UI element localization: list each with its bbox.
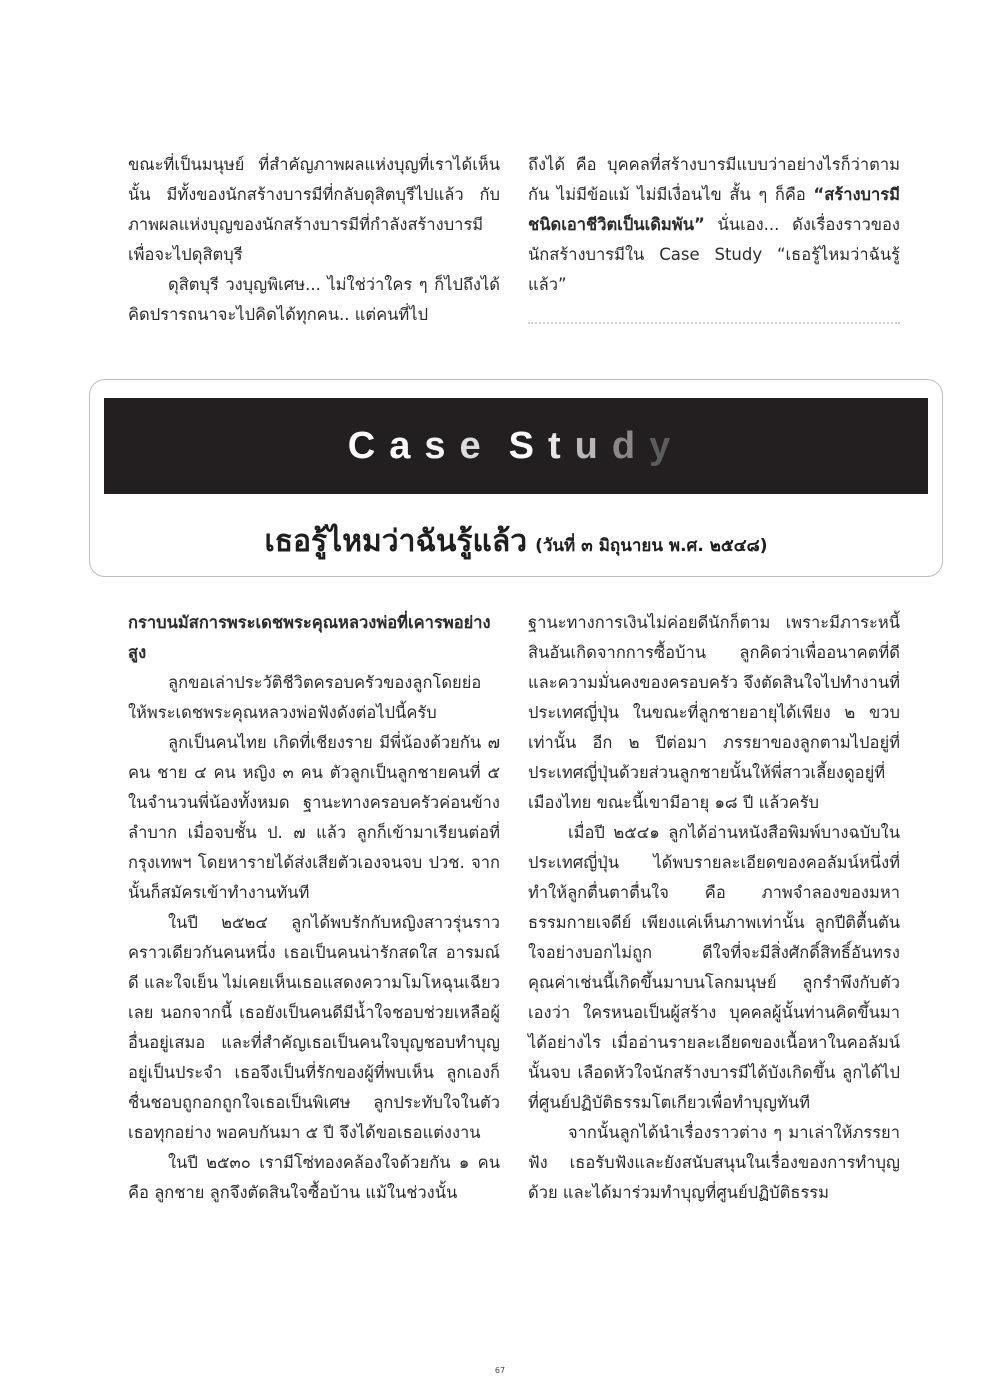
banner-letter: C: [347, 425, 390, 467]
banner-letter: s: [424, 425, 460, 467]
banner-letter: u: [574, 425, 612, 467]
banner-letter: a: [389, 425, 425, 467]
letter-paragraph-2: ลูกเป็นคนไทย เกิดที่เชียงราย มีพี่น้องด้วยกัน ๗ คน ชาย ๔ คน หญิง ๓ คน ตัวลูกเป็นลูกชายคนที่ ๕ ในจำนวนพี่น้องทั้งหมด ฐานะทางครอบครัวค่อนข้างลำบาก เมื่อจบชั้น ป. ๗ แล้ว ลูกก็เข้ามาเรียนต่อที่กรุงเทพฯ โดยหารายได้ส่งเสียตัวเองจนจบ ปวช. จากนั้นก็สมัครเข้าทำงานทันที: [128, 733, 500, 902]
letter-paragraph-5: ฐานะทางการเงินไม่ค่อยดีนักก็ตาม เพราะมีภาระหนี้สินอันเกิดจากการซื้อบ้าน ลูกคิดว่าเพื่ออนาคตที่ดีและความมั่นคงของครอบครัว จึงตัดสินใจไปทำงานที่ประเทศญี่ปุ่น ในขณะที่ลูกชายอายุได้เพียง ๒ ขวบเท่านั้น อีก ๒ ปีต่อมา ภรรยาของลูกตามไปอยู่ที่ประเทศญี่ปุ่นด้วยส่วนลูกชายนั้นให้พี่สาวเลี้ยงดูอยู่ที่เมืองไทย ขณะนี้เขามีอายุ ๑๘ ปี แล้วครับ: [528, 613, 900, 812]
case-study-title: [104, 424, 928, 468]
intro-paragraph-1: ขณะที่เป็นมนุษย์ ที่สำคัญภาพผลแห่งบุญที่เราได้เห็นนั้น มีทั้งของนักสร้างบารมีที่กลับดุสิตบุรีไปแล้ว กับภาพผลแห่งบุญของนักสร้างบารมีที่กำลังสร้างบารมีเพื่อจะไปดุสิตบุรี: [128, 155, 500, 264]
letter-paragraph-6: เมื่อปี ๒๕๔๑ ลูกได้อ่านหนังสือพิมพ์บางฉบับในประเทศญี่ปุ่น ได้พบรายละเอียดของคอลัมน์หนึ่งที่ทำให้ลูกตื่นตาตื่นใจ คือ ภาพจำลองของมหาธรรมกายเจดีย์ เพียงแค่เห็นภาพเท่านั้น ลูกปีติตื้นตันใจอย่างบอกไม่ถูก ดีใจที่จะมีสิ่งศักดิ์สิทธิ์อันทรงคุณค่าเช่นนี้เกิดขึ้นมาบนโลกมนุษย์ ลูกรำพึงกับตัวเองว่า ใครหนอเป็นผู้สร้าง บุคคลผู้นั้นท่านคิดขึ้นมาได้อย่างไร เมื่ออ่านรายละเอียดของเนื้อหาในคอลัมน์นั้นจบ เลือดหัวใจนักสร้างบารมีได้บังเกิดขึ้น ลูกได้ไปที่ศูนย์ปฏิบัติธรรมโตเกียวเพื่อทำบุญทันที: [528, 823, 900, 1112]
banner-letter: [495, 424, 509, 468]
story-date: (วันที่ ๓ มิถุนายน พ.ศ. ๒๕๔๘): [535, 536, 768, 556]
intro-column-left: [128, 150, 500, 330]
intro-text-b: นั่นเอง... ดังเรื่องราวของนักสร้างบารมีใน Case Study “เธอรู้ไหมว่าฉันรู้แล้ว”: [528, 215, 900, 294]
letter-salutation: กราบนมัสการพระเดชพระคุณหลวงพ่อที่เคารพอย่างสูง: [128, 613, 491, 662]
dotted-divider: [528, 322, 900, 324]
letter-column-left: [128, 608, 500, 1208]
story-title-block: [104, 518, 928, 565]
banner-letter: y: [649, 425, 685, 467]
letter-paragraph-7: จากนั้นลูกได้นำเรื่องราวต่าง ๆ มาเล่าให้ภรรยาฟัง เธอรับฟังและยังสนับสนุนในเรื่องของการทำบุญด้วย และได้มาร่วมทำบุญที่ศูนย์ปฏิบัติธรรม: [528, 1123, 900, 1202]
banner-letter: e: [459, 425, 495, 467]
intro-bold-phrase: “สร้างบารมีชนิดเอาชีวิตเป็นเดิมพัน”: [528, 185, 900, 234]
story-title: เธอรู้ไหมว่าฉันรู้แล้ว: [264, 524, 528, 559]
letter-paragraph-4: ในปี ๒๕๓๐ เรามีโซ่ทองคล้องใจด้วยกัน ๑ คน คือ ลูกชาย ลูกจึงตัดสินใจซื้อบ้าน แม้ในช่วงนั้น: [128, 1153, 500, 1202]
intro-paragraph-3: [528, 150, 900, 300]
letter-paragraph-3: ในปี ๒๕๒๔ ลูกได้พบรักกับหญิงสาวรุ่นราวคราวเดียวกันคนหนึ่ง เธอเป็นคนน่ารักสดใส อารมณ์ดี และใจเย็น ไม่เคยเห็นเธอแสดงความโมโหฉุนเฉียวเลย นอกจากนี้ เธอยังเป็นคนดีมีน้ำใจชอบช่วยเหลือผู้อื่นอยู่เสมอ และที่สำคัญเธอเป็นคนใจบุญชอบทำบุญอยู่เป็นประจำ เธอจึงเป็นที่รักของผู้ที่พบเห็น ลูกเองก็ชื่นชอบถูกอกถูกใจเธอเป็นพิเศษ ลูกประทับใจในตัวเธอทุกอย่าง พอคบกันมา ๕ ปี จึงได้ขอเธอแต่งงาน: [128, 913, 500, 1142]
intro-column-right: [528, 150, 900, 300]
intro-paragraph-2: ดุสิตบุรี วงบุญพิเศษ... ไม่ใช่ว่าใคร ๆ ก็ไปถึงได้ คิดปรารถนาจะไปคิดได้ทุกคน.. แต่คนที่ไป: [128, 275, 500, 324]
intro-text-a: ถึงได้ คือ บุคคลที่สร้างบารมีแบบว่าอย่างไรก็ว่าตามกัน ไม่มีข้อแม้ ไม่มีเงื่อนไข สั้น ๆ ก็คือ: [528, 155, 900, 204]
banner-letter: S: [508, 425, 548, 467]
letter-paragraph-1: ลูกขอเล่าประวัติชีวิตครอบครัวของลูกโดยย่อให้พระเดชพระคุณหลวงพ่อฟังดังต่อไปนี้ครับ: [128, 673, 482, 722]
banner-letter: t: [548, 425, 575, 467]
banner-letter: d: [611, 425, 650, 467]
case-study-banner: [104, 398, 928, 494]
letter-column-right: [528, 608, 900, 1208]
page-number: 67: [494, 1366, 506, 1375]
